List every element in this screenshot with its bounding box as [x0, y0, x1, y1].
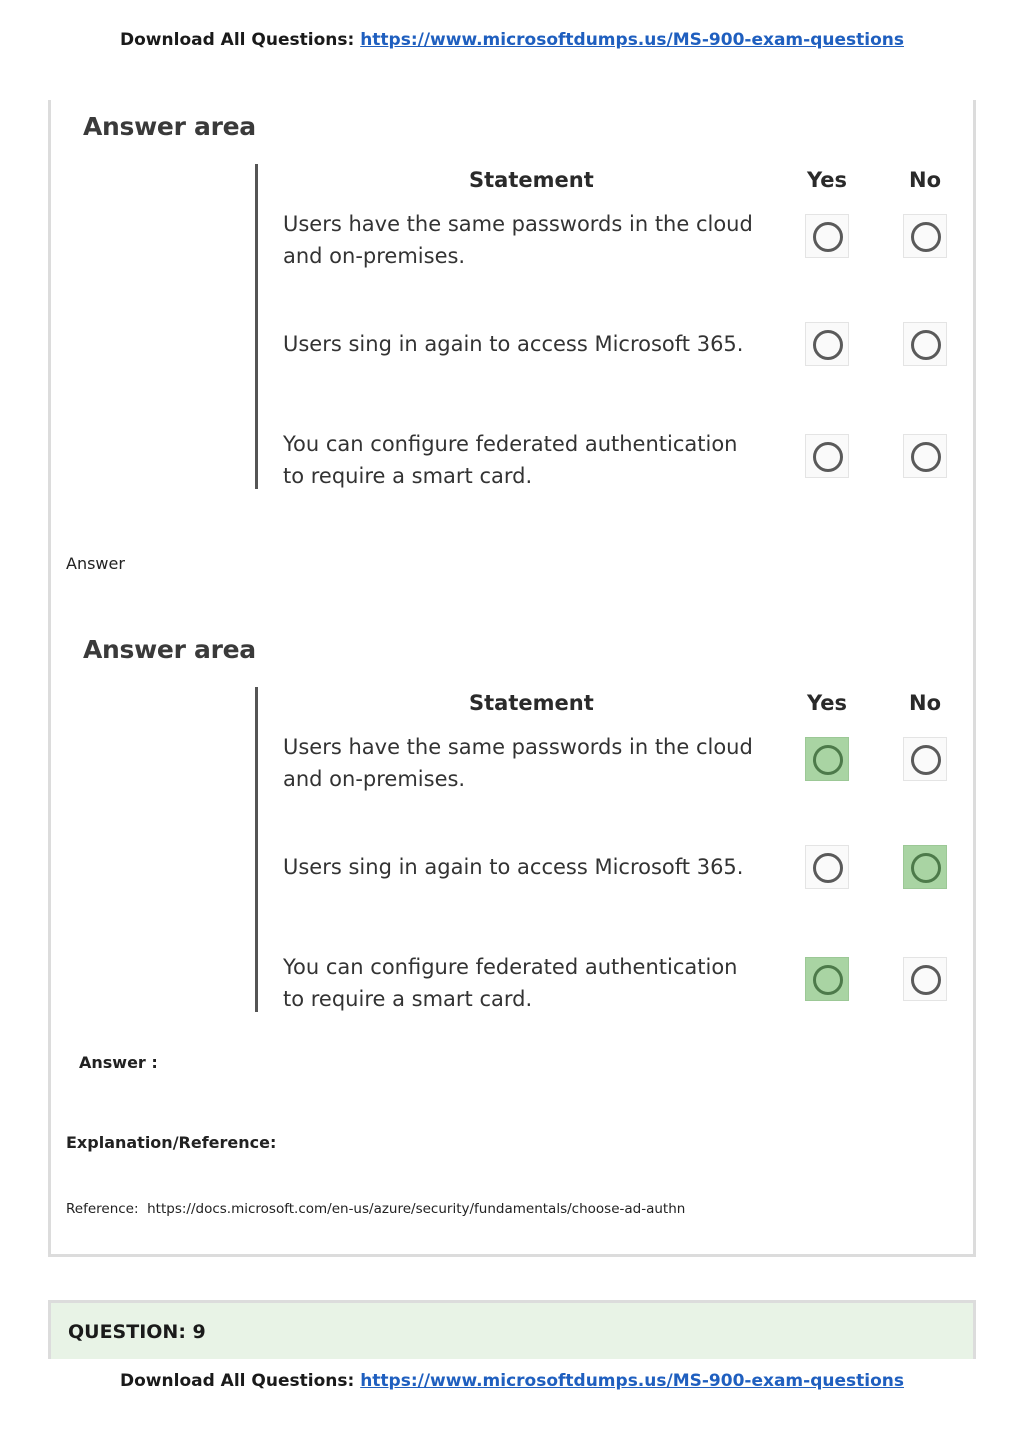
statement-header: Statement: [469, 691, 594, 715]
reference-line: [66, 1201, 685, 1217]
statement-3: You can configure federated authentication to require a smart card.: [283, 955, 738, 1011]
divider-line: [255, 164, 258, 489]
yes-radio-2[interactable]: [805, 845, 849, 889]
question-panel: [48, 100, 976, 1257]
radio-circle-icon: [813, 222, 843, 252]
statement-2: Users sing in again to access Microsoft 365.: [283, 332, 744, 356]
radio-circle-icon: [911, 965, 941, 995]
statement-1: Users have the same passwords in the cloud and on-premises.: [283, 735, 753, 791]
download-link[interactable]: https://www.microsoftdumps.us/MS-900-exam-questions: [360, 30, 904, 50]
answer-area-title: Answer area: [83, 112, 256, 141]
answer-label: Answer: [66, 554, 125, 573]
yes-radio-1[interactable]: [805, 737, 849, 781]
question-number: QUESTION: 9: [68, 1321, 206, 1343]
next-question-header: [48, 1300, 976, 1359]
no-header: No: [909, 691, 942, 715]
yes-header: Yes: [807, 691, 848, 715]
radio-circle-icon: [813, 965, 843, 995]
yes-header: Yes: [807, 168, 848, 192]
yes-radio-2[interactable]: [805, 322, 849, 366]
no-radio-2[interactable]: [903, 322, 947, 366]
no-radio-1[interactable]: [903, 737, 947, 781]
download-label: Download All Questions:: [120, 30, 355, 50]
download-link[interactable]: https://www.microsoftdumps.us/MS-900-exam-questions: [360, 1371, 904, 1391]
radio-circle-icon: [813, 853, 843, 883]
radio-circle-icon: [813, 330, 843, 360]
no-radio-2[interactable]: [903, 845, 947, 889]
no-radio-1[interactable]: [903, 214, 947, 258]
answer-area-question: [51, 100, 973, 500]
no-radio-3[interactable]: [903, 434, 947, 478]
no-header: No: [909, 168, 942, 192]
answer-colon-label: Answer :: [79, 1053, 158, 1072]
radio-circle-icon: [911, 442, 941, 472]
yes-radio-3[interactable]: [805, 434, 849, 478]
reference-label: Reference:: [66, 1201, 139, 1217]
explanation-heading: Explanation/Reference:: [66, 1133, 277, 1152]
radio-circle-icon: [911, 330, 941, 360]
statement-header: Statement: [469, 168, 594, 192]
yes-radio-1[interactable]: [805, 214, 849, 258]
download-banner-bottom: [0, 1371, 1024, 1391]
yes-radio-3[interactable]: [805, 957, 849, 1001]
radio-circle-icon: [813, 442, 843, 472]
download-banner-top: [0, 30, 1024, 50]
download-label: Download All Questions:: [120, 1371, 355, 1391]
statement-2: Users sing in again to access Microsoft 365.: [283, 855, 744, 879]
divider-line: [255, 687, 258, 1012]
statement-3: You can configure federated authentication to require a smart card.: [283, 432, 738, 488]
radio-circle-icon: [911, 222, 941, 252]
radio-circle-icon: [813, 745, 843, 775]
answer-area-title: Answer area: [83, 635, 256, 664]
radio-circle-icon: [911, 745, 941, 775]
statement-1: Users have the same passwords in the cloud and on-premises.: [283, 212, 753, 268]
radio-circle-icon: [911, 853, 941, 883]
reference-url[interactable]: https://docs.microsoft.com/en-us/azure/security/fundamentals/choose-ad-authn: [147, 1201, 686, 1217]
answer-area-solution: [51, 623, 973, 1023]
no-radio-3[interactable]: [903, 957, 947, 1001]
